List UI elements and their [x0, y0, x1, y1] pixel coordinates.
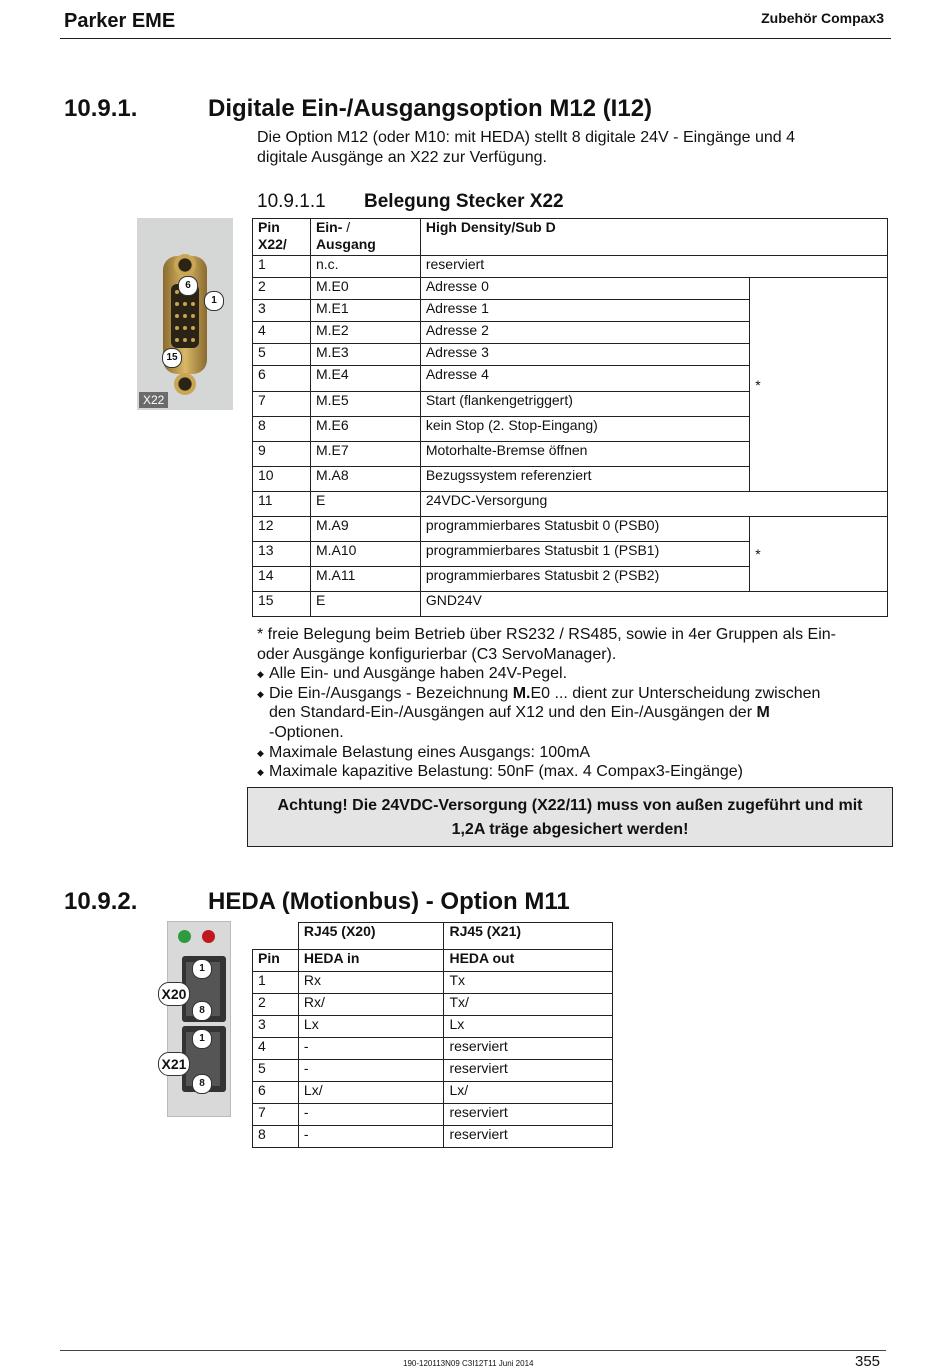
table-cell: M.E2 — [310, 322, 420, 344]
table-cell: M.E7 — [310, 442, 420, 467]
table-cell: M.E0 — [310, 278, 420, 300]
pin-1-badge: 1 — [192, 959, 212, 979]
table-row — [253, 256, 888, 278]
table-cell: Adresse 4 — [420, 366, 749, 392]
table-cell: Rx/ — [298, 994, 444, 1016]
document-code: 190-120113N09 C3I12T11 Juni 2014 — [403, 1359, 534, 1368]
table-cell: 10 — [253, 467, 311, 492]
table-cell: Lx — [298, 1016, 444, 1038]
table-cell: reserviert — [444, 1060, 613, 1082]
table-cell: reserviert — [444, 1104, 613, 1126]
table-cell: M.E3 — [310, 344, 420, 366]
page-number: 355 — [855, 1353, 881, 1370]
table-row — [253, 994, 613, 1016]
table-cell: 14 — [253, 567, 311, 592]
x22-pin-table — [252, 218, 888, 617]
table-cell: kein Stop (2. Stop-Eingang) — [420, 417, 749, 442]
table-cell: 1 — [253, 972, 299, 994]
table-cell: reserviert — [444, 1038, 613, 1060]
status-led-red — [202, 930, 215, 943]
screw-bottom — [174, 373, 196, 395]
header-heda-in: HEDA in — [298, 950, 444, 972]
table-cell: 2 — [253, 278, 311, 300]
heda-pin-table — [252, 922, 613, 1148]
header-title: Parker EME — [64, 10, 176, 32]
header-x20: RJ45 (X20) — [298, 923, 444, 950]
table-cell: 8 — [253, 417, 311, 442]
free-assignment-mark: * — [750, 278, 888, 492]
table-row — [253, 517, 888, 542]
heda-connector-image — [161, 921, 231, 1117]
bullet-item: ◆ Maximale kapazitive Belastung: 50nF (max. 4 Compax3-Eingänge) — [257, 762, 887, 782]
table-cell: 1 — [253, 256, 311, 278]
table-cell: n.c. — [310, 256, 420, 278]
table-row — [253, 592, 888, 617]
status-led-green — [178, 930, 191, 943]
footer-divider — [60, 1350, 886, 1351]
table-row — [253, 1082, 613, 1104]
table-cell: 11 — [253, 492, 311, 517]
table-cell: 7 — [253, 1104, 299, 1126]
footnote-line: oder Ausgänge konfigurierbar (C3 ServoManager). — [257, 645, 617, 663]
subsection-title: Belegung Stecker X22 — [364, 191, 564, 212]
table-cell: M.A11 — [310, 567, 420, 592]
warning-line: Achtung! Die 24VDC-Versorgung (X22/11) muss von außen zugeführt und mit — [277, 797, 863, 814]
table-cell: 6 — [253, 366, 311, 392]
table-cell: reserviert — [444, 1126, 613, 1148]
section-number: 10.9.1. — [64, 95, 138, 122]
table-cell: - — [298, 1038, 444, 1060]
bullet-item: ◆ Die Ein-/Ausgangs - Bezeichnung M.E0 ... dient zur Unterscheidung zwischen den Standard-Ein-/Ausgängen auf X12 und den Ein-/Ausgängen der M -Optionen. — [257, 684, 887, 743]
table-cell: 2 — [253, 994, 299, 1016]
table-cell: 5 — [253, 344, 311, 366]
table-row — [253, 492, 888, 517]
intro-text — [257, 128, 795, 168]
table-row — [253, 1126, 613, 1148]
warning-line: 1,2A träge abgesichert werden! — [451, 821, 689, 838]
table-cell: 7 — [253, 392, 311, 417]
table-cell: 15 — [253, 592, 311, 617]
screw-top — [174, 254, 196, 276]
table-cell: Tx/ — [444, 994, 613, 1016]
bullet-item: ◆ Maximale Belastung eines Ausgangs: 100mA — [257, 743, 887, 763]
header-description: High Density/Sub D — [420, 219, 887, 256]
pin-15-badge: 15 — [162, 348, 182, 368]
table-cell: Motorhalte-Bremse öffnen — [420, 442, 749, 467]
table-cell: Adresse 2 — [420, 322, 749, 344]
table-cell: 3 — [253, 1016, 299, 1038]
header-divider — [60, 38, 891, 39]
x22-label: X22 — [139, 392, 168, 408]
table-cell: programmierbares Statusbit 0 (PSB0) — [420, 517, 749, 542]
table-cell: GND24V — [420, 592, 887, 617]
table-header-row — [253, 923, 613, 950]
intro-line: Die Option M12 (oder M10: mit HEDA) stellt 8 digitale 24V - Eingänge und 4 — [257, 129, 796, 146]
pin-8-badge: 8 — [192, 1001, 212, 1021]
x22-connector-image — [137, 218, 233, 410]
table-cell: reserviert — [420, 256, 887, 278]
header-chapter: Zubehör Compax3 — [761, 10, 884, 26]
section-title: HEDA (Motionbus) - Option M11 — [208, 888, 570, 915]
table-row — [253, 1060, 613, 1082]
header-heda-out: HEDA out — [444, 950, 613, 972]
x20-label: X20 — [158, 982, 190, 1006]
intro-line: digitale Ausgänge an X22 zur Verfügung. — [257, 149, 547, 166]
table-cell: Adresse 0 — [420, 278, 749, 300]
x21-label: X21 — [158, 1052, 190, 1076]
table-cell: 4 — [253, 322, 311, 344]
table-cell: 8 — [253, 1126, 299, 1148]
table-cell: Rx — [298, 972, 444, 994]
header-pin: Pin X22/ — [253, 219, 311, 256]
table-cell: programmierbares Statusbit 1 (PSB1) — [420, 542, 749, 567]
table-cell: M.A8 — [310, 467, 420, 492]
free-assignment-mark: * — [750, 517, 888, 592]
pin-6-badge: 6 — [178, 276, 198, 296]
pin-8-badge: 8 — [192, 1074, 212, 1094]
table-cell: Lx — [444, 1016, 613, 1038]
table-row — [253, 1104, 613, 1126]
table-cell: Lx/ — [298, 1082, 444, 1104]
table-cell: M.A9 — [310, 517, 420, 542]
table-cell: M.E1 — [310, 300, 420, 322]
table-cell: Start (flankengetriggert) — [420, 392, 749, 417]
table-cell: 4 — [253, 1038, 299, 1060]
pin-1-badge: 1 — [204, 291, 224, 311]
table-cell: E — [310, 592, 420, 617]
table-cell: Bezugssystem referenziert — [420, 467, 749, 492]
table-header-row — [253, 950, 613, 972]
table-row — [253, 1016, 613, 1038]
header-x21: RJ45 (X21) — [444, 923, 613, 950]
table-cell: M.A10 — [310, 542, 420, 567]
table-row — [253, 972, 613, 994]
table-cell: Lx/ — [444, 1082, 613, 1104]
table-cell: Adresse 3 — [420, 344, 749, 366]
table-row — [253, 278, 888, 300]
table-cell: - — [298, 1126, 444, 1148]
table-cell: Adresse 1 — [420, 300, 749, 322]
table-notes — [257, 625, 887, 782]
table-cell: 3 — [253, 300, 311, 322]
header-io: Ein- / Ausgang — [310, 219, 420, 256]
table-cell: 12 — [253, 517, 311, 542]
table-cell — [253, 923, 299, 950]
table-cell: 5 — [253, 1060, 299, 1082]
table-cell: 6 — [253, 1082, 299, 1104]
section-title: Digitale Ein-/Ausgangsoption M12 (I12) — [208, 95, 653, 122]
table-cell: Tx — [444, 972, 613, 994]
subsection-number: 10.9.1.1 — [257, 191, 326, 212]
table-header-row — [253, 219, 888, 256]
table-cell: 9 — [253, 442, 311, 467]
footnote-line: * freie Belegung beim Betrieb über RS232 / RS485, sowie in 4er Gruppen als Ein- — [257, 626, 836, 643]
table-cell: M.E5 — [310, 392, 420, 417]
table-cell: - — [298, 1060, 444, 1082]
warning-box — [247, 787, 893, 847]
header-pin: Pin — [253, 950, 299, 972]
bullet-item: ◆ Alle Ein- und Ausgänge haben 24V-Pegel. — [257, 664, 887, 684]
table-cell: E — [310, 492, 420, 517]
table-row — [253, 1038, 613, 1060]
table-cell: 24VDC-Versorgung — [420, 492, 887, 517]
table-cell: programmierbares Statusbit 2 (PSB2) — [420, 567, 749, 592]
table-cell: - — [298, 1104, 444, 1126]
pin-1-badge: 1 — [192, 1029, 212, 1049]
table-cell: 13 — [253, 542, 311, 567]
section-number: 10.9.2. — [64, 888, 138, 915]
table-cell: M.E4 — [310, 366, 420, 392]
table-cell: M.E6 — [310, 417, 420, 442]
